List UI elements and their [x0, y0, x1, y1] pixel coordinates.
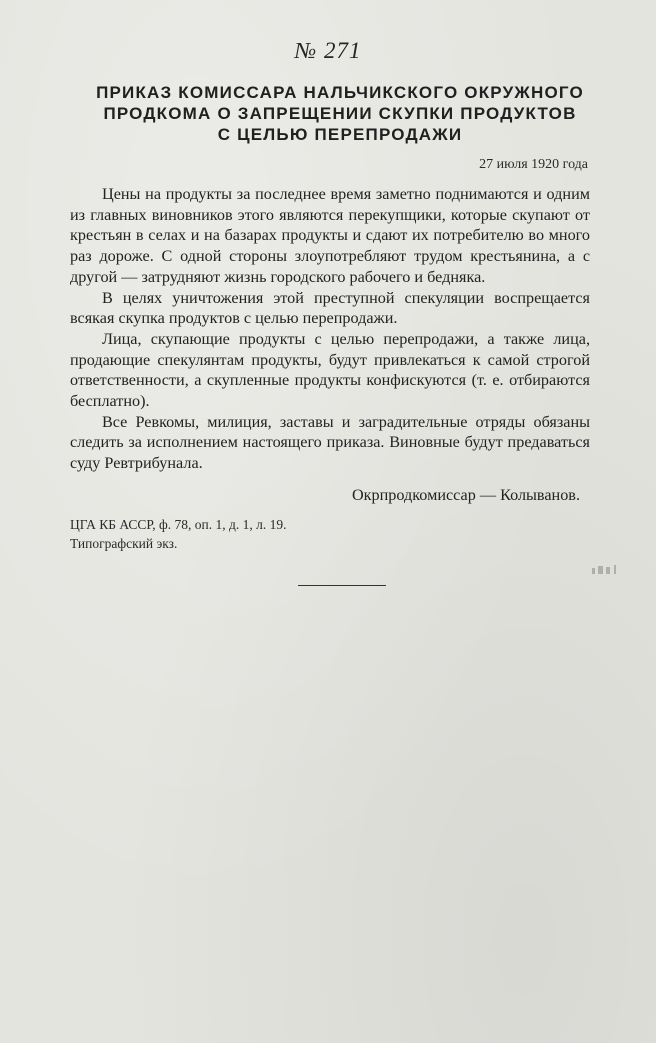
document-date: 27 июля 1920 года [479, 157, 588, 172]
title-line-2: ПРОДКОМА О ЗАПРЕЩЕНИИ СКУПКИ ПРОДУКТОВ [103, 104, 577, 123]
paragraph-3: Лица, скупающие продукты с целью перепродажи, а также лица, продающие спекулянтам продукты, будут привлекаться к самой строгой ответственности, а скупленные продукты конфискуются (т. е. отбираются бесплатно). [70, 329, 590, 411]
section-divider [298, 585, 386, 586]
paragraph-4: Все Ревкомы, милиция, заставы и заградительные отряды обязаны следить за исполнением настоящего приказа. Виновные будут предаваться суду Ревтрибунала. [70, 412, 590, 473]
title-line-1: ПРИКАЗ КОМИССАРА НАЛЬЧИКСКОГО ОКРУЖНОГО [96, 83, 584, 102]
document-body [70, 184, 590, 474]
source-reference: ЦГА КБ АССР, ф. 78, оп. 1, д. 1, л. 19. [70, 517, 287, 532]
paragraph-2: В целях уничтожения этой преступной спекуляции воспрещается всякая скупка продуктов с целью перепродажи. [70, 288, 590, 328]
title-line-3: С ЦЕЛЬЮ ПЕРЕПРОДАЖИ [217, 125, 463, 144]
archive-source [70, 515, 286, 553]
source-copy-type: Типографский экз. [70, 536, 178, 551]
paragraph-1: Цены на продукты за последнее время заметно поднимаются и одним из главных виновников этого являются перекупщики, которые скупают от крестьян в селах и на базарах продукты и сдают их потребителю во много раз дороже. С одной стороны злоупотребляют трудом крестьянина, а с другой — затрудняют жизнь городского рабочего и бедняка. [70, 185, 590, 286]
ink-smudge-mark [588, 560, 624, 578]
document-title [60, 82, 620, 145]
document-number: № 271 [294, 38, 362, 63]
signature: Окрпродкомиссар — Колыванов. [351, 486, 580, 504]
